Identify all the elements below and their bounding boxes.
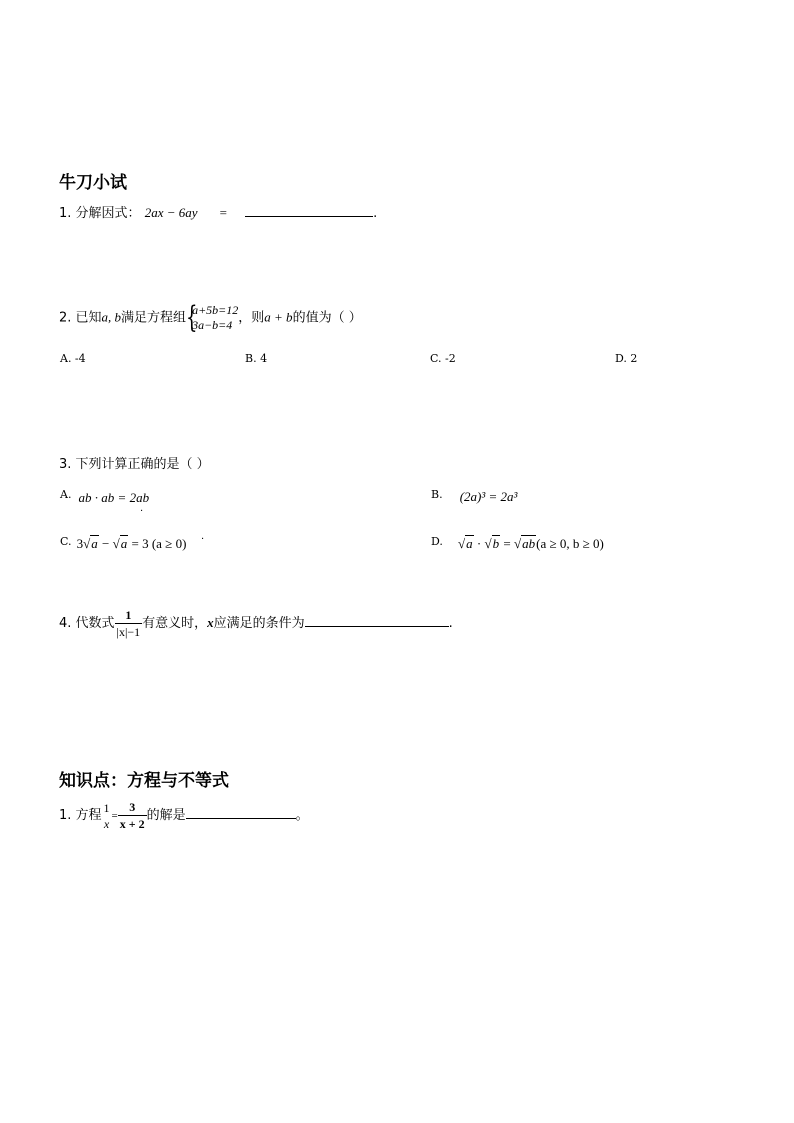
question-5-end: 。 xyxy=(295,808,309,823)
question-1-expression: 2ax − 6ay xyxy=(144,205,198,220)
option-c-expression: 3√a − √a = 3 (a ≥ 0) xyxy=(76,536,187,551)
stray-dot: . xyxy=(140,503,144,514)
question-4-answer-blank[interactable] xyxy=(305,626,449,627)
equation-line-1: a+5b=12 xyxy=(192,303,239,317)
question-2-option-b[interactable]: B. 4 xyxy=(245,352,268,365)
question-1 xyxy=(59,202,377,221)
question-2-prefix: 2. 已知 xyxy=(59,310,102,326)
fraction-1-denominator: x xyxy=(103,816,110,831)
question-4-var: x xyxy=(207,615,214,630)
question-1-equals: = xyxy=(219,205,227,220)
option-d-radicand-a: a xyxy=(466,536,473,551)
option-d-label: D. xyxy=(431,535,443,548)
question-4-mid: 有意义时， xyxy=(142,616,208,631)
question-4 xyxy=(59,609,453,638)
question-5 xyxy=(59,801,309,830)
question-5-prefix: 1. 方程 xyxy=(59,808,102,823)
section-title-knowledge-point: 知识点：方程与不等式 xyxy=(59,771,229,791)
question-4-tail: 应满足的条件为 xyxy=(213,616,305,631)
question-3-option-a[interactable] xyxy=(60,483,150,505)
option-d-radicand-b: b xyxy=(492,536,500,551)
fraction-1-numerator: 1 xyxy=(103,800,110,815)
question-1-answer-blank[interactable] xyxy=(245,216,373,217)
question-5-fraction-1 xyxy=(102,802,112,830)
question-2-option-c[interactable]: C. -2 xyxy=(430,352,456,365)
option-a-label: A. xyxy=(60,488,72,501)
question-2-option-d[interactable]: D. 2 xyxy=(615,352,638,365)
section-title-niudaoxiaoshi: 牛刀小试 xyxy=(59,173,127,193)
question-1-text: 分解因式： xyxy=(75,206,141,221)
question-5-tail: 的解是 xyxy=(146,808,186,823)
option-c-radicand-2: a xyxy=(120,536,128,551)
question-2-tail: 的值为（ ） xyxy=(292,310,362,326)
option-d-expression: √a · √b = √ab(a ≥ 0, b ≥ 0) xyxy=(458,536,604,551)
option-d-radicand-ab: ab xyxy=(522,536,536,551)
question-2-suffix: ，则 xyxy=(238,310,265,326)
stray-dot-2: . xyxy=(201,531,205,542)
equation-line-2: 3a−b=4 xyxy=(192,318,233,332)
equation-system xyxy=(186,300,239,335)
question-1-end: . xyxy=(373,206,378,221)
question-5-answer-blank[interactable] xyxy=(186,818,296,819)
fraction-2-numerator: 3 xyxy=(129,800,136,814)
fraction-numerator: 1 xyxy=(125,608,132,622)
question-2 xyxy=(59,300,362,335)
question-4-fraction xyxy=(115,609,143,638)
option-c-coefficient: 3 xyxy=(76,536,84,551)
fraction-2-denominator: x + 2 xyxy=(119,817,145,831)
question-3-option-d[interactable] xyxy=(431,530,604,549)
question-5-fraction-2 xyxy=(118,801,147,830)
fraction-denominator: |x|−1 xyxy=(116,625,141,639)
option-c-label: C. xyxy=(60,535,72,548)
question-4-end: . xyxy=(448,616,453,631)
question-4-prefix: 4. 代数式 xyxy=(59,616,115,631)
option-b-label: B. xyxy=(431,488,443,501)
option-d-condition: (a ≥ 0, b ≥ 0) xyxy=(536,536,604,551)
option-c-result: = 3 (a ≥ 0) xyxy=(128,536,187,551)
option-c-radicand-1: a xyxy=(91,536,98,551)
option-a-expression: ab · ab = 2ab xyxy=(78,490,150,505)
question-2-option-a[interactable]: A. -4 xyxy=(60,352,86,365)
question-3-stem: 3. 下列计算正确的是（ ） xyxy=(59,457,210,472)
question-2-target: a + b xyxy=(264,309,293,325)
brace-icon: { xyxy=(186,300,198,335)
question-3-option-b[interactable] xyxy=(431,483,517,502)
question-2-mid: 满足方程组 xyxy=(121,310,187,326)
question-3-option-c[interactable] xyxy=(60,530,186,549)
option-c-minus: − xyxy=(98,536,113,551)
question-2-vars: a, b xyxy=(101,309,122,325)
question-1-number: 1. xyxy=(59,206,72,221)
option-b-expression: (2a)³ = 2a³ xyxy=(459,489,518,504)
question-5-equals: = xyxy=(111,810,118,822)
